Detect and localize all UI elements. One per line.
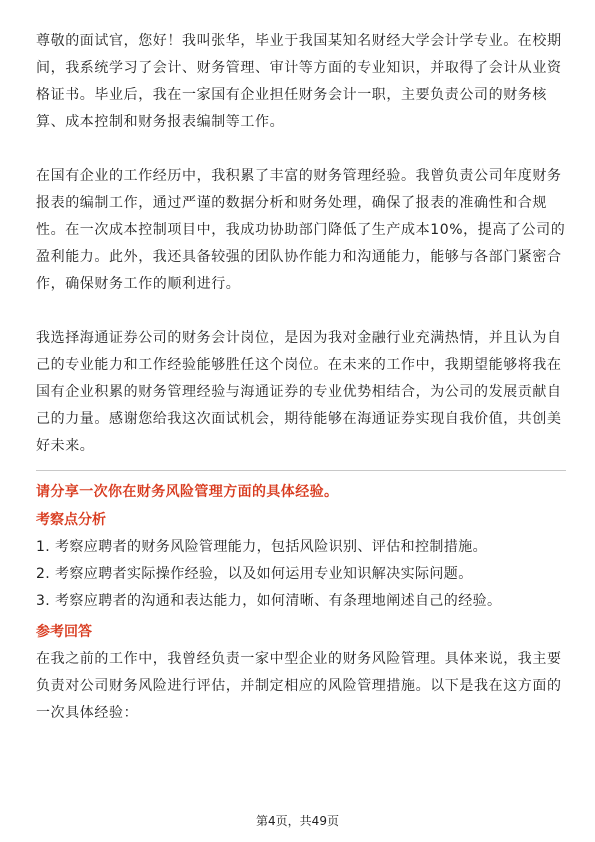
interview-question: 请分享一次你在财务风险管理方面的具体经验。	[36, 484, 339, 500]
intro-paragraph-3: 我选择海通证券公司的财务会计岗位，是因为我对金融行业充满热情，并且认为自己的专业能力和工作经验能够胜任这个岗位。在未来的工作中，我期望能够将我在国有企业积累的财务管理经验与海通证券的专业优势相结合，为公司的发展贡献自己的力量。感谢您给我这次面试机会，期待能够在海通证券实现自我价值，共创美好未来。	[36, 330, 562, 454]
analysis-heading: 考察点分析	[36, 512, 106, 528]
reference-heading: 参考回答	[36, 624, 92, 640]
page-number: 第4页，共49页	[256, 814, 339, 828]
analysis-item-1: 1. 考察应聘者的财务风险管理能力，包括风险识别、评估和控制措施。	[36, 539, 488, 555]
section-divider	[36, 470, 566, 471]
analysis-item-2: 2. 考察应聘者实际操作经验，以及如何运用专业知识解决实际问题。	[36, 566, 473, 582]
reference-answer: 在我之前的工作中，我曾经负责一家中型企业的财务风险管理。具体来说，我主要负责对公司财务风险进行评估，并制定相应的风险管理措施。以下是我在这方面的一次具体经验：	[36, 651, 562, 721]
intro-paragraph-2: 在国有企业的工作经历中，我积累了丰富的财务管理经验。我曾负责公司年度财务报表的编制工作，通过严谨的数据分析和财务处理，确保了报表的准确性和合规性。在一次成本控制项目中，我成功协助部门降低了生产成本10%，提高了公司的盈利能力。此外，我还具备较强的团队协作能力和沟通能力，能够与各部门紧密合作，确保财务工作的顺利进行。	[36, 168, 566, 292]
intro-paragraph-1: 尊敬的面试官，您好！我叫张华，毕业于我国某知名财经大学会计学专业。在校期间，我系统学习了会计、财务管理、审计等方面的专业知识，并取得了会计从业资格证书。毕业后，我在一家国有企业担任财务会计一职，主要负责公司的财务核算、成本控制和财务报表编制等工作。	[36, 33, 562, 130]
paragraph-gap	[36, 136, 566, 163]
paragraph-gap	[36, 298, 566, 325]
analysis-item-3: 3. 考察应聘者的沟通和表达能力，如何清晰、有条理地阐述自己的经验。	[36, 593, 502, 609]
page-content	[36, 28, 566, 727]
